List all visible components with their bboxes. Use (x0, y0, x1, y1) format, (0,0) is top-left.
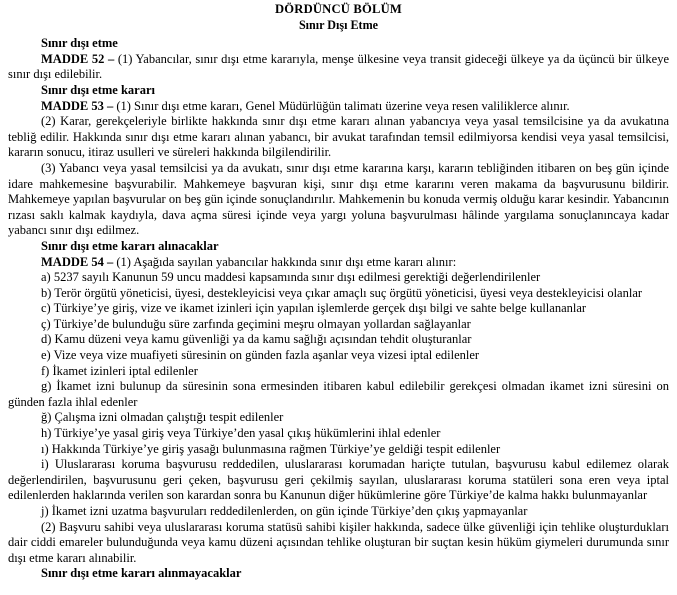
article-54-intro: (1) Aşağıda sayılan yabancılar hakkında sınır dışı etme kararı alınır: (113, 254, 457, 269)
article-53-paragraph-3: (3) Yabancı veya yasal temsilcisi ya da avukatı, sınır dışı etme kararına karşı, kararın tebliğinden itibaren on beş gün içinde idare mahkemesine başvurabilir. Mahkemeye başvuran kişi, sınır dışı etme kararını veren makama da başvurusunu bildirir. Mahkemeye yapılan başvurular on beş gün içinde sonuçlandırılır. Mahkemenin bu konuda vermiş olduğu karar kesindir. Yabancının rızası saklı kalmak kaydıyla, dava açma süresi içinde veya yargı yoluna başvurulması hâlinde yargılama sonuçlanıncaya kadar yabancı sınır dışı edilmez. (8, 160, 669, 238)
list-item: j) İkamet izni uzatma başvuruları reddedilenlerden, on gün içinde Türkiye’den çıkış yapmayanlar (41, 504, 528, 518)
article-53-paragraph-2: (2) Karar, gerekçeleriyle birlikte hakkında sınır dışı etme kararı alınan yabancıya veya yasal temsilcisine ya da avukatına tebliğ edilir. Hakkında sınır dışı etme kararı alınan yabancı, bir avukat tarafından temsil edilmiyorsa kendisi veya yasal temsilcisi, kararın sonucu, itiraz usulleri ve süreleri hakkında bilgilendirilir. (8, 114, 669, 160)
chapter-subtitle: Sınır Dışı Etme (298, 17, 379, 32)
list-item: i) Uluslararası koruma başvurusu reddedilen, uluslararası korumadan hariçte tutulan, başvurusu kabul edilemez olarak değerlendirilen, başvurusunu geri çeken, başvurusu geri çekilmiş sayılan, uluslararası koruma statüleri sona eren veya iptal edilenlerden haklarında verilen son karardan sonra bu Kanunun diğer hükümlerine göre Türkiye’de kalma hakkı bulunmayanlar (8, 457, 669, 503)
article-53-text-1: (1) Sınır dışı etme kararı, Genel Müdürlüğün talimatı üzerine veya resen valiliklerce alınır. (113, 98, 570, 113)
article-53-heading: Sınır dışı etme kararı (41, 82, 156, 97)
chapter-title: DÖRDÜNCÜ BÖLÜM (275, 2, 402, 16)
list-item: e) Vize veya vize muafiyeti süresinin on günden fazla aşanlar veya vizesi iptal edilenler (41, 348, 480, 363)
list-item: ı) Hakkında Türkiye’ye giriş yasağı bulunmasına rağmen Türkiye’ye geldiği tespit edilenler (41, 441, 501, 456)
article-54-label: MADDE 54 – (41, 254, 114, 269)
article-54-heading: Sınır dışı etme kararı alınacaklar (41, 238, 219, 253)
list-item: f) İkamet izinleri iptal edilenler (41, 363, 198, 378)
list-item: a) 5237 sayılı Kanunun 59 uncu maddesi kapsamında sınır dışı edilmesi gerektiği değerlendirilenler (41, 270, 541, 285)
article-54-paragraph-1 (8, 255, 669, 271)
article-54-paragraph-2: (2) Başvuru sahibi veya uluslararası koruma statüsü sahibi kişiler hakkında, sadece ülke güvenliği için tehlike oluşturdukları dair ciddi emareler bulunduğunda veya kamu düzeni açısından tehlike oluşturan bir suçtan kesin hüküm giymeleri durumunda sınır dışı etme kararı alınabilir. (8, 519, 669, 565)
list-item: c) Türkiye’ye giriş, vize ve ikamet izinleri için yapılan işlemlerde gerçek dışı bilgi ve sahte belge kullananlar (41, 301, 587, 316)
article-52-label: MADDE 52 – (41, 51, 115, 66)
list-item: ğ) Çalışma izni olmadan çalıştığı tespit edilenler (41, 410, 284, 425)
list-item: b) Terör örgütü yöneticisi, üyesi, destekleyicisi veya çıkar amaçlı suç örgütü yöneticisi, üyesi veya destekleyicisi olanlar (41, 285, 643, 300)
list-item: g) İkamet izni bulunup da süresinin sona ermesinden itibaren kabul edilebilir gerekçesi olmadan ikamet izni süresini on günden fazla ihlal edenler (8, 379, 669, 409)
article-52-text: (1) Yabancılar, sınır dışı etme kararıyla, menşe ülkesine veya transit gideceği ülkeye ya da üçüncü bir ülkeye sınır dışı edilebilir. (8, 51, 670, 82)
list-item: ç) Türkiye’de bulunduğu süre zarfında geçimini meşru olmayan yollardan sağlayanlar (41, 316, 471, 331)
list-item: d) Kamu düzeni veya kamu güvenliği ya da kamu sağlığı açısından tehdit oluşturanlar (41, 332, 472, 347)
article-53-paragraph-1 (8, 99, 669, 115)
article-52-heading: Sınır dışı etme (41, 36, 118, 51)
article-55-heading: Sınır dışı etme kararı alınmayacaklar (41, 566, 242, 581)
article-52-paragraph (8, 52, 669, 83)
list-item: h) Türkiye’ye yasal giriş veya Türkiye’den yasal çıkış hükümlerini ihlal edenler (41, 426, 441, 441)
article-53-label: MADDE 53 – (41, 98, 114, 113)
